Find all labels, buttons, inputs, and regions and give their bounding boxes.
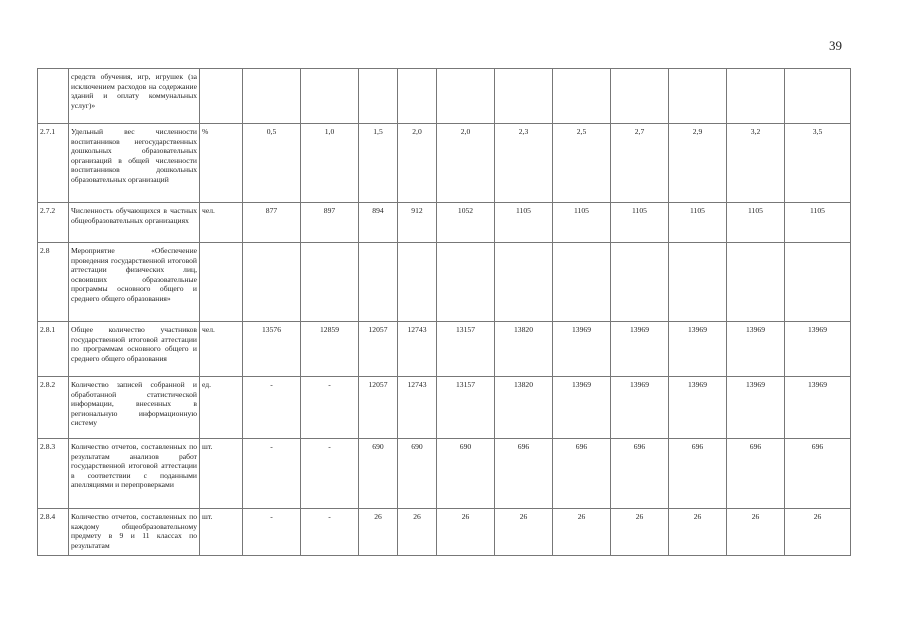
- indicator-name: Удельный вес численности воспитанников негосударственных дошкольных образовательных организаций в общей численности воспитанников дошкольных образовательных организаций: [69, 124, 200, 203]
- table-row: [38, 243, 851, 322]
- table-row: [38, 203, 851, 243]
- row-code: 2.8.4: [38, 509, 69, 556]
- value-cell: [359, 243, 398, 322]
- value-cell: 26: [727, 509, 785, 556]
- row-code: 2.8.2: [38, 377, 69, 439]
- value-cell: 26: [437, 509, 495, 556]
- value-cell: 696: [553, 439, 611, 509]
- value-cell: [785, 243, 851, 322]
- value-cell: 26: [785, 509, 851, 556]
- value-cell: [437, 243, 495, 322]
- value-cell: 1052: [437, 203, 495, 243]
- value-cell: 2,5: [553, 124, 611, 203]
- indicators-table: [37, 68, 851, 556]
- value-cell: 3,2: [727, 124, 785, 203]
- table-row: [38, 124, 851, 203]
- value-cell: [398, 69, 437, 124]
- page-number: 39: [829, 38, 842, 53]
- value-cell: 1,0: [301, 124, 359, 203]
- value-cell: 13576: [243, 322, 301, 377]
- value-cell: 2,9: [669, 124, 727, 203]
- value-cell: 13969: [669, 322, 727, 377]
- value-cell: 2,3: [495, 124, 553, 203]
- value-cell: 690: [398, 439, 437, 509]
- value-cell: 897: [301, 203, 359, 243]
- value-cell: 0,5: [243, 124, 301, 203]
- unit-cell: [200, 243, 243, 322]
- value-cell: 1105: [611, 203, 669, 243]
- indicator-name: средств обучения, игр, игрушек (за исключением расходов на содержание зданий и оплату коммунальных услуг)»: [69, 69, 200, 124]
- value-cell: 877: [243, 203, 301, 243]
- indicator-name: Общее количество участников государственной итоговой аттестации по программам основного общего и среднего общего образования: [69, 322, 200, 377]
- value-cell: [553, 69, 611, 124]
- table-row: [38, 439, 851, 509]
- value-cell: 2,7: [611, 124, 669, 203]
- indicator-name: Количество отчетов, составленных по результатам анализов работ государственной итоговой аттестации в соответствии с поданными апелляциями и перепроверками: [69, 439, 200, 509]
- value-cell: 13969: [727, 322, 785, 377]
- value-cell: 13969: [553, 377, 611, 439]
- value-cell: 696: [611, 439, 669, 509]
- unit-cell: ед.: [200, 377, 243, 439]
- value-cell: 13969: [785, 377, 851, 439]
- value-cell: 696: [669, 439, 727, 509]
- indicator-name: Мероприятие «Обеспечение проведения государственной итоговой аттестации физических лиц, освоивших образовательные программы основного общего и среднего общего образования»: [69, 243, 200, 322]
- table-row: [38, 377, 851, 439]
- unit-cell: [200, 69, 243, 124]
- value-cell: 26: [359, 509, 398, 556]
- value-cell: -: [243, 377, 301, 439]
- value-cell: [398, 243, 437, 322]
- row-code: [38, 69, 69, 124]
- value-cell: 1105: [553, 203, 611, 243]
- unit-cell: шт.: [200, 509, 243, 556]
- value-cell: -: [243, 509, 301, 556]
- value-cell: 1105: [727, 203, 785, 243]
- value-cell: 1105: [785, 203, 851, 243]
- value-cell: [243, 69, 301, 124]
- value-cell: 13969: [727, 377, 785, 439]
- value-cell: 12743: [398, 377, 437, 439]
- value-cell: 13969: [553, 322, 611, 377]
- value-cell: [669, 69, 727, 124]
- value-cell: 696: [785, 439, 851, 509]
- row-code: 2.7.2: [38, 203, 69, 243]
- table-row: [38, 322, 851, 377]
- row-code: 2.8: [38, 243, 69, 322]
- value-cell: 26: [553, 509, 611, 556]
- value-cell: [359, 69, 398, 124]
- value-cell: 1105: [495, 203, 553, 243]
- indicator-name: Количество записей собранной и обработанной статистической информации, внесенных в региональную информационную систему: [69, 377, 200, 439]
- value-cell: 26: [611, 509, 669, 556]
- value-cell: [301, 69, 359, 124]
- table-row: [38, 69, 851, 124]
- value-cell: 2,0: [437, 124, 495, 203]
- value-cell: [727, 243, 785, 322]
- unit-cell: %: [200, 124, 243, 203]
- value-cell: 690: [359, 439, 398, 509]
- row-code: 2.8.3: [38, 439, 69, 509]
- value-cell: 13157: [437, 377, 495, 439]
- value-cell: 912: [398, 203, 437, 243]
- table-row: [38, 509, 851, 556]
- value-cell: [495, 69, 553, 124]
- value-cell: 13969: [611, 377, 669, 439]
- value-cell: [611, 243, 669, 322]
- value-cell: 690: [437, 439, 495, 509]
- value-cell: -: [243, 439, 301, 509]
- value-cell: [611, 69, 669, 124]
- value-cell: 12743: [398, 322, 437, 377]
- value-cell: 26: [398, 509, 437, 556]
- value-cell: 26: [495, 509, 553, 556]
- value-cell: 12057: [359, 377, 398, 439]
- value-cell: 3,5: [785, 124, 851, 203]
- value-cell: 13820: [495, 377, 553, 439]
- row-code: 2.8.1: [38, 322, 69, 377]
- indicator-name: Численность обучающихся в частных общеобразовательных организациях: [69, 203, 200, 243]
- value-cell: [727, 69, 785, 124]
- unit-cell: чел.: [200, 322, 243, 377]
- value-cell: [669, 243, 727, 322]
- value-cell: 2,0: [398, 124, 437, 203]
- value-cell: -: [301, 439, 359, 509]
- unit-cell: чел.: [200, 203, 243, 243]
- value-cell: 894: [359, 203, 398, 243]
- value-cell: 13969: [785, 322, 851, 377]
- value-cell: [785, 69, 851, 124]
- unit-cell: шт.: [200, 439, 243, 509]
- value-cell: 13157: [437, 322, 495, 377]
- value-cell: [437, 69, 495, 124]
- value-cell: -: [301, 509, 359, 556]
- indicator-name: Количество отчетов, составленных по каждому общеобразовательному предмету в 9 и 11 классах по результатам: [69, 509, 200, 556]
- value-cell: 696: [727, 439, 785, 509]
- value-cell: 696: [495, 439, 553, 509]
- value-cell: 1,5: [359, 124, 398, 203]
- value-cell: [553, 243, 611, 322]
- value-cell: 13820: [495, 322, 553, 377]
- value-cell: 13969: [669, 377, 727, 439]
- value-cell: 12057: [359, 322, 398, 377]
- row-code: 2.7.1: [38, 124, 69, 203]
- value-cell: [301, 243, 359, 322]
- value-cell: 12859: [301, 322, 359, 377]
- value-cell: 26: [669, 509, 727, 556]
- value-cell: -: [301, 377, 359, 439]
- value-cell: [495, 243, 553, 322]
- value-cell: 13969: [611, 322, 669, 377]
- value-cell: 1105: [669, 203, 727, 243]
- value-cell: [243, 243, 301, 322]
